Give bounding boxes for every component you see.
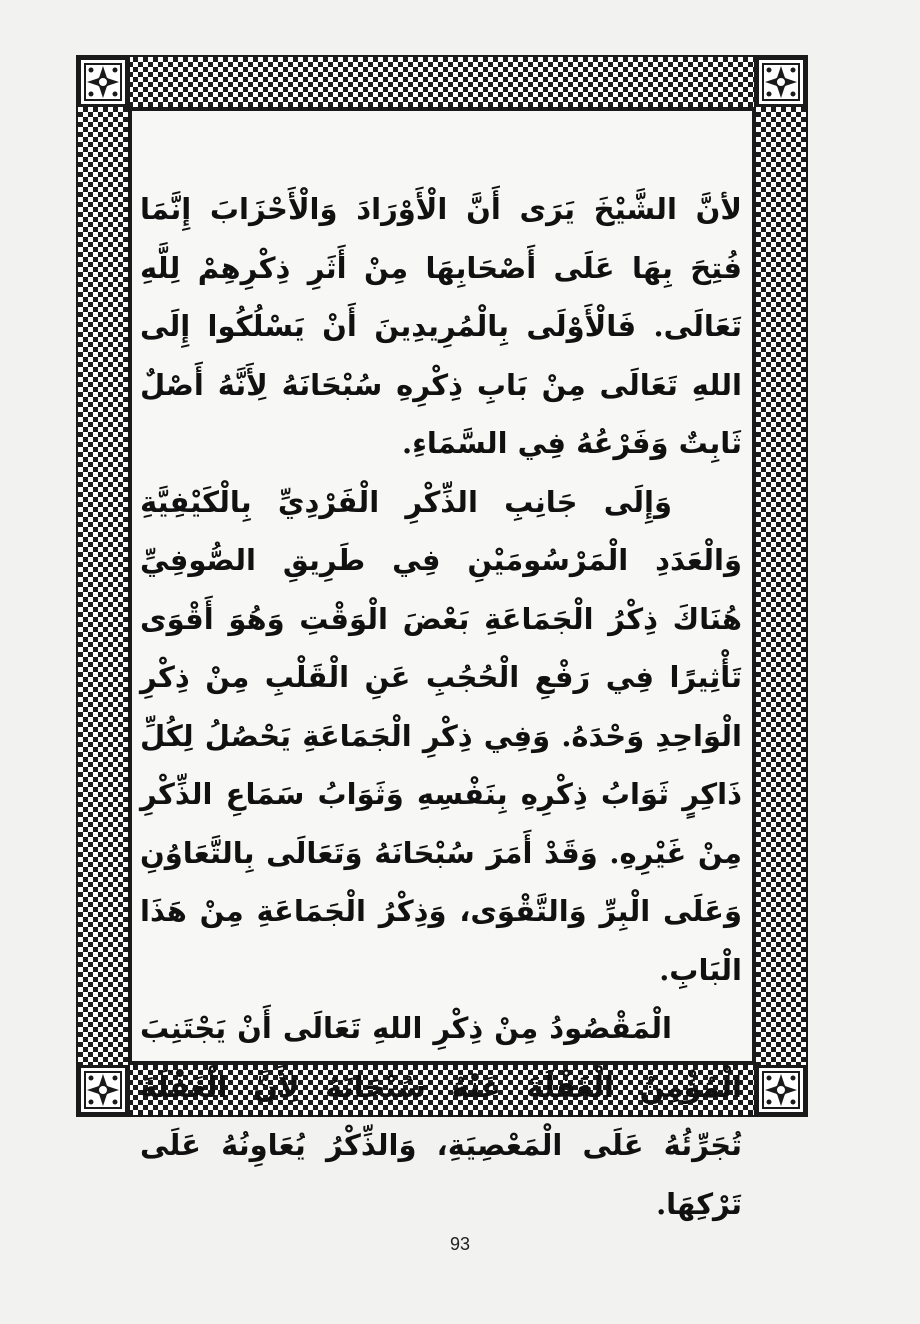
corner-ornament-icon xyxy=(756,1065,806,1115)
frame-right-border xyxy=(754,55,808,1117)
rosette-icon xyxy=(761,62,801,102)
body-text xyxy=(140,180,742,1233)
frame-top-border xyxy=(76,55,808,109)
rosette-icon xyxy=(761,1070,801,1110)
paragraph: وَإِلَى جَانِبِ الذِّكْرِ الْفَرْدِيِّ بِالْكَيْفِيَّةِ وَالْعَدَدِ الْمَرْسُومَيْنِ فِي طَرِيقِ الصُّوفِيِّ هُنَاكَ ذِكْرُ الْجَمَاعَةِ بَعْضَ الْوَقْتِ وَهُوَ أَقْوَى تَأْثِيرًا فِي رَفْعِ الْحُجُبِ عَنِ الْقَلْبِ مِنْ ذِكْرِ الْوَاحِدِ وَحْدَهُ. وَفِي ذِكْرِ الْجَمَاعَةِ يَحْصُلُ لِكُلِّ ذَاكِرٍ ثَوَابُ ذِكْرِهِ بِنَفْسِهِ وَثَوَابُ سَمَاعِ الذِّكْرِ مِنْ غَيْرِهِ. وَقَدْ أَمَرَ سُبْحَانَهُ وَتَعَالَى بِالتَّعَاوُنِ وَعَلَى الْبِرِّ وَالتَّقْوَى، وَذِكْرُ الْجَمَاعَةِ مِنْ هَذَا الْبَابِ. xyxy=(140,484,742,987)
paragraph: لأنَّ الشَّيْخَ يَرَى أَنَّ الْأَوْرَادَ وَالْأَحْزَابَ إِنَّمَا فُتِحَ بِهَا عَلَى أَصْحَابِهَا مِنْ أَثَرِ ذِكْرِهِمْ لِلَّهِ تَعَالَى. فَالْأَوْلَى بِالْمُرِيدِينَ أَنْ يَسْلُكُوا إِلَى اللهِ تَعَالَى مِنْ بَابِ ذِكْرِهِ سُبْحَانَهُ لِأَنَّهُ أَصْلٌ ثَابِتٌ وَفَرْعُهُ فِي السَّمَاءِ. xyxy=(140,192,742,460)
page-number: 93 xyxy=(449,1234,471,1254)
paragraph: الْمَقْصُودُ مِنْ ذِكْرِ اللهِ تَعَالَى أَنْ يَجْتَنِبَ الْمُؤْمِنُ الْغَفْلَةَ عَنْهُ سُبْحَانَهُ لِأَنَّ الْغَفْلَةَ تُجَرِّئُهُ عَلَى الْمَعْصِيَةِ، وَالذِّكْرُ يُعَاوِنُهُ عَلَى تَرْكِهَا. xyxy=(140,1011,742,1221)
frame-left-border xyxy=(76,55,130,1117)
corner-ornament-icon xyxy=(78,1065,128,1115)
rosette-icon xyxy=(83,62,123,102)
rosette-icon xyxy=(83,1070,123,1110)
corner-ornament-icon xyxy=(756,57,806,107)
corner-ornament-icon xyxy=(78,57,128,107)
